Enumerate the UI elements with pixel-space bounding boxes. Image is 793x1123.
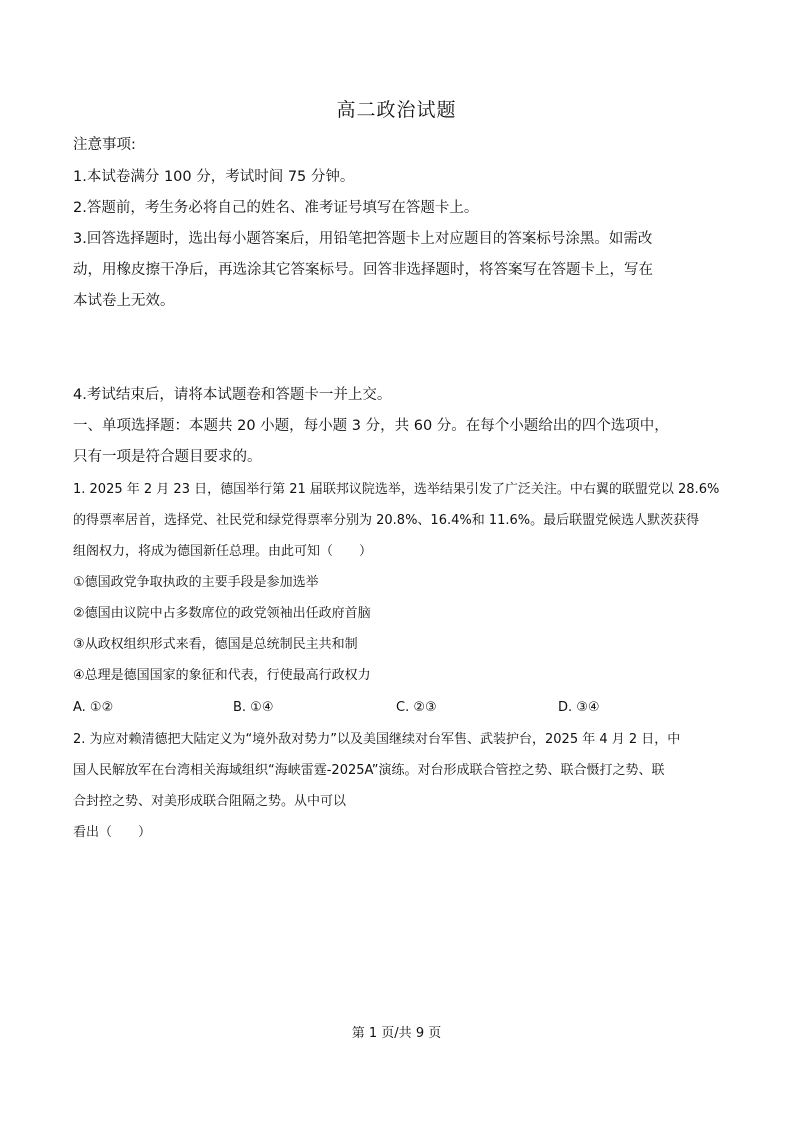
- q1-option-b: B. ①④: [233, 700, 274, 715]
- q1-stem-line-3: 组阁权力，将成为德国新任总理。由此可知（ ）: [73, 544, 373, 559]
- notice-item-4: 4.考试结束后，请将本试题卷和答题卡一并上交。: [73, 387, 392, 403]
- q1-statement-4: ④总理是德国国家的象征和代表，行使最高行政权力: [73, 668, 371, 683]
- section-one-line-2: 只有一项是符合题目要求的。: [73, 449, 262, 465]
- notice-item-3-line-3: 本试卷上无效。: [73, 293, 175, 309]
- q2-stem-line-2: 国人民解放军在台湾相关海域组织“海峡雷霆-2025A”演练。对台形成联合管控之势、联合慑打之势、联: [73, 763, 665, 778]
- q1-options: [73, 694, 723, 722]
- q1-option-c: C. ②③: [396, 700, 437, 715]
- q1-option-d: D. ③④: [558, 700, 600, 715]
- q1-option-a: A. ①②: [73, 700, 114, 715]
- q2-stem-line-3: 合封控之势、对美形成联合阻隔之势。从中可以: [73, 794, 347, 809]
- page-title: 高二政治试题: [336, 99, 457, 121]
- q2-stem-line-4: 看出（ ）: [73, 825, 152, 840]
- section-one-line-1: 一、单项选择题：本题共 20 小题，每小题 3 分，共 60 分。在每个小题给出的四个选项中，: [73, 418, 669, 434]
- q1-statement-3: ③从政权组织形式来看，德国是总统制民主共和制: [73, 637, 358, 652]
- page-footer: 第 1 页/共 9 页: [351, 1026, 442, 1041]
- q1-statement-1: ①德国政党争取执政的主要手段是参加选举: [73, 575, 319, 590]
- notice-item-1: 1.本试卷满分 100 分，考试时间 75 分钟。: [73, 169, 355, 185]
- q1-statement-2: ②德国由议院中占多数席位的政党领袖出任政府首脑: [73, 606, 371, 621]
- q1-stem-line-2: 的得票率居首，选择党、社民党和绿党得票率分别为 20.8%、16.4%和 11.6%。最后联盟党候选人默茨获得: [73, 513, 700, 528]
- q2-stem-line-1: 2. 为应对赖清德把大陆定义为“境外敌对势力”以及美国继续对台军售、武装护台，2025 年 4 月 2 日，中: [73, 732, 681, 747]
- notice-item-2: 2.答题前，考生务必将自己的姓名、准考证号填写在答题卡上。: [73, 200, 479, 216]
- notice-heading: 注意事项:: [73, 137, 136, 153]
- notice-item-3-line-1: 3.回答选择题时，选出每小题答案后，用铅笔把答题卡上对应题目的答案标号涂黑。如需改: [73, 231, 653, 247]
- notice-item-3-line-2: 动，用橡皮擦干净后，再选涂其它答案标号。回答非选择题时，将答案写在答题卡上，写在: [73, 262, 653, 278]
- q1-stem-line-1: 1. 2025 年 2 月 23 日，德国举行第 21 届联邦议院选举，选举结果引发了广泛关注。中右翼的联盟党以 28.6%: [73, 482, 720, 497]
